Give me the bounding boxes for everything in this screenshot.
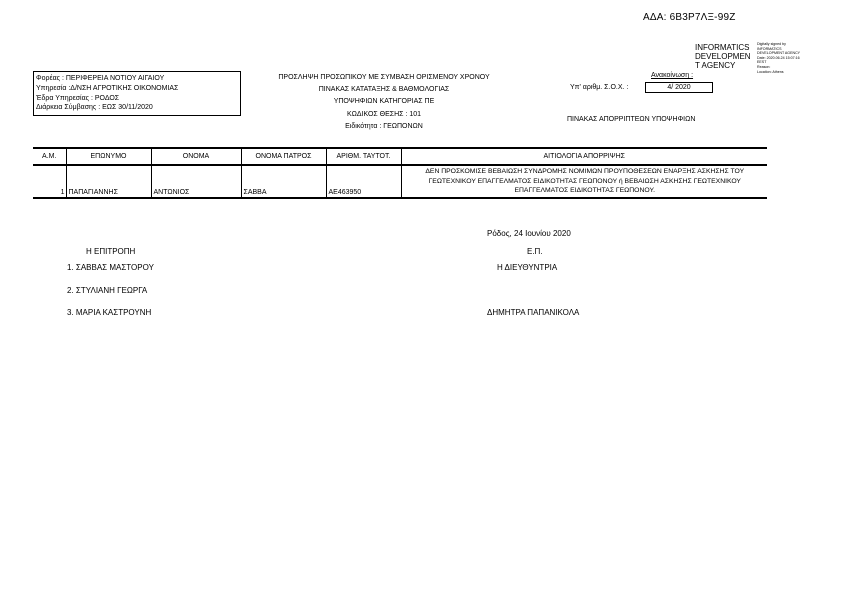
header-name: ΟΝΟΜΑ xyxy=(151,148,241,165)
signature-stamp-title xyxy=(695,43,751,70)
header-am: Α.Μ. xyxy=(33,148,66,165)
header-rejection-reason: ΑΙΤΙΟΛΟΓΙΑ ΑΠΟΡΡΙΨΗΣ xyxy=(401,148,767,165)
committee-member: 2. ΣΤΥΛΙΑΝΗ ΓΕΩΡΓΑ xyxy=(67,286,148,295)
director-name: ΔΗΜΗΤΡΑ ΠΑΠΑΝΙΚΟΛΑ xyxy=(487,308,580,317)
stamp-detail-line: DEVELOPMENT AGENCY xyxy=(757,51,801,56)
cell-id-number: ΑΕ463950 xyxy=(326,165,401,198)
director-title: Η ΔΙΕΥΘΥΝΤΡΙΑ xyxy=(497,263,558,272)
stamp-line: T AGENCY xyxy=(695,61,736,70)
protocol-number: 4/ 2020 xyxy=(645,82,713,93)
header-surname: ΕΠΩΝΥΜΟ xyxy=(66,148,151,165)
cell-surname: ΠΑΠΑΓΙΑΝΝΗΣ xyxy=(66,165,151,198)
heading-line: Ειδικότητα : ΓΕΩΠΟΝΩΝ xyxy=(345,122,423,130)
header-id-number: ΑΡΙΘΜ. ΤΑΥΤΟΤ. xyxy=(326,148,401,165)
organization-info-box xyxy=(33,71,241,116)
info-line-duration: Διάρκεια Σύμβασης : ΕΩΣ 30/11/2020 xyxy=(36,104,153,112)
stamp-line: INFORMATICS xyxy=(695,43,750,52)
header-father-name: ΟΝΟΜΑ ΠΑΤΡΟΣ xyxy=(241,148,326,165)
rejected-candidates-table xyxy=(33,147,767,199)
ada-code: ΑΔΑ: 6Β3Ρ7ΛΞ-99Ζ xyxy=(643,12,736,23)
cell-name: ΑΝΤΩΝΙΟΣ xyxy=(151,165,241,198)
director-ep: Ε.Π. xyxy=(527,247,543,256)
heading-line: ΚΩΔΙΚΟΣ ΘΕΣΗΣ : 101 xyxy=(346,110,422,118)
table-title: ΠΙΝΑΚΑΣ ΑΠΟΡΡΙΠΤΕΩΝ ΥΠΟΨΗΦΙΩΝ xyxy=(567,116,696,123)
stamp-detail-line: Reason: xyxy=(757,64,771,69)
committee-member: 3. ΜΑΡΙΑ ΚΑΣΤΡΟΥΝΗ xyxy=(67,308,152,317)
stamp-detail-line: Digitally signed by xyxy=(757,42,786,46)
committee-member: 1. ΣΑΒΒΑΣ ΜΑΣΤΟΡΟΥ xyxy=(67,263,154,272)
stamp-line: DEVELOPMEN xyxy=(695,52,751,61)
cell-father-name: ΣΑΒΒΑ xyxy=(241,165,326,198)
heading-line: ΥΠΟΨΗΦΙΩΝ ΚΑΤΗΓΟΡΙΑΣ ΠΕ xyxy=(333,98,435,106)
info-line-seat: Έδρα Υπηρεσίας : ΡΟΔΟΣ xyxy=(36,94,120,102)
place-date: Ρόδος, 24 Ιουνίου 2020 xyxy=(487,229,571,238)
stamp-detail-line: EEST xyxy=(757,60,767,65)
cell-rejection-reason: ΔΕΝ ΠΡΟΣΚΟΜΙΣΕ ΒΕΒΑΙΩΣΗ ΣΥΝΔΡΟΜΗΣ ΝΟΜΙΜΩΝ ΠΡΟΥΠΟΘΕΣΕΩΝ ΕΝΑΡΞΗΣ ΑΣΚΗΣΗΣ ΤΟΥ ΓΕΩΤΕΧΝΙΚΟΥ ΕΠΑΓΓΕΛΜΑΤΟΣ ΕΙΔΙΚΟΤΗΤΑΣ ΓΕΩΠΟΝΟΥ ή ΒΕΒΑΙΩΣΗ ΑΣΚΗΣΗΣ ΓΕΩΤΕΧΝΙΚΟΥ ΕΠΑΓΓΕΛΜΑΤΟΣ ΕΙΔΙΚΟΤΗΤΑΣ ΓΕΩΠΟΝΟΥ. xyxy=(401,165,767,198)
table-header-row xyxy=(33,148,767,165)
cell-am: 1 xyxy=(33,165,66,198)
signature-stamp-details xyxy=(757,42,800,74)
committee-title: Η ΕΠΙΤΡΟΠΗ xyxy=(86,247,136,256)
announcement-label: Ανακοίνωση : xyxy=(651,72,694,79)
heading-line: ΠΡΟΣΛΗΨΗ ΠΡΟΣΩΠΙΚΟΥ ΜΕ ΣΥΜΒΑΣΗ ΟΡΙΣΜΕΝΟΥ ΧΡΟΝΟΥ xyxy=(278,74,490,81)
protocol-label: Υπ' αριθμ. Σ.Ο.Χ. : xyxy=(570,84,629,91)
stamp-detail-line: INFORMATICS xyxy=(757,46,782,51)
stamp-detail-line: Location: Athens xyxy=(757,69,784,74)
document-heading xyxy=(253,72,515,133)
info-line-service: Υπηρεσία :Δ/ΝΣΗ ΑΓΡΟΤΙΚΗΣ ΟΙΚΟΝΟΜΙΑΣ xyxy=(36,84,179,92)
info-line-agency: Φορέας : ΠΕΡΙΦΕΡΕΙΑ ΝΟΤΙΟΥ ΑΙΓΑΙΟΥ xyxy=(36,75,165,82)
stamp-detail-line: Date: 2020.06.24 15:07:16 xyxy=(757,55,800,60)
heading-line: ΠΙΝΑΚΑΣ ΚΑΤΑΤΑΞΗΣ & ΒΑΘΜΟΛΟΓΙΑΣ xyxy=(318,86,450,94)
table-row xyxy=(33,165,767,198)
